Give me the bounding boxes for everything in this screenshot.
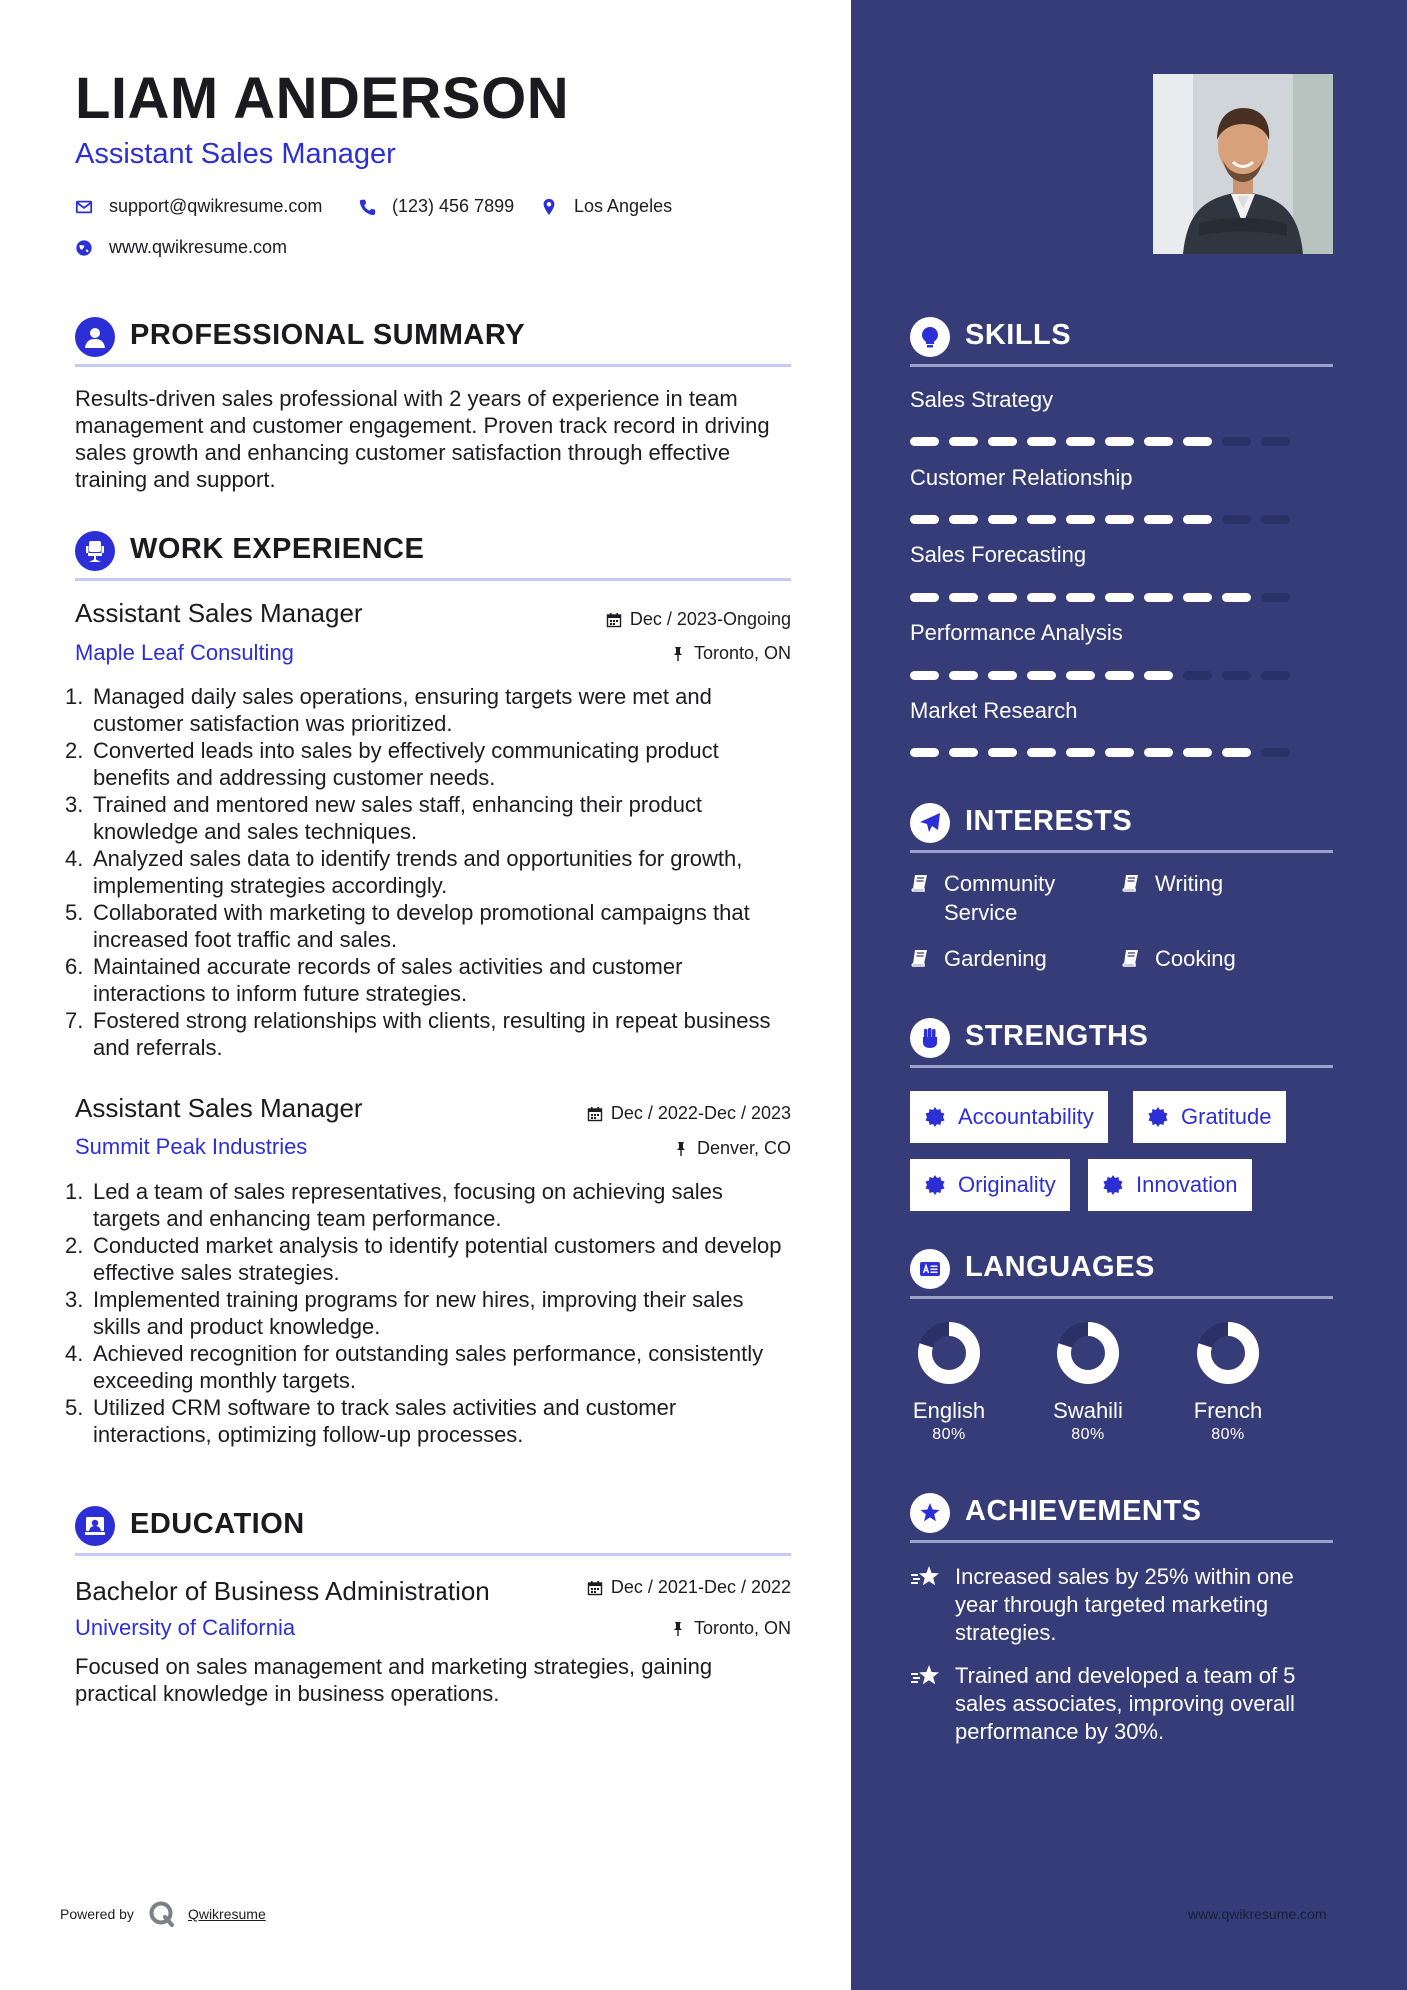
language-name: English — [912, 1398, 986, 1423]
strengths-title: STRENGTHS — [965, 1020, 1149, 1052]
badge-icon — [1147, 1106, 1169, 1128]
strength-chip — [910, 1159, 1070, 1211]
experience-section-header — [75, 529, 791, 581]
strength-label: Originality — [958, 1172, 1056, 1197]
education-section-header — [75, 1504, 791, 1556]
interest-label: Gardening — [944, 946, 1047, 971]
skill-dot — [1222, 748, 1251, 757]
skill-rating — [910, 515, 1300, 525]
interest-item — [1121, 869, 1331, 898]
candidate-role: Assistant Sales Manager — [75, 138, 396, 170]
skill-dot — [910, 748, 939, 757]
envelope-icon — [75, 198, 93, 216]
interest-label: Community Service — [944, 871, 1056, 925]
language-donut — [1195, 1320, 1261, 1386]
list-item: Fostered strong relationships with clients, resulting in repeat business and referrals. — [93, 1008, 771, 1060]
language-item — [1173, 1320, 1283, 1444]
skill-dot — [1066, 437, 1095, 446]
skill-dot — [949, 593, 978, 602]
achievements-title: ACHIEVEMENTS — [965, 1495, 1202, 1527]
skill-dot — [1105, 593, 1134, 602]
education-school: University of California — [75, 1615, 296, 1640]
achievements-section-header — [910, 1491, 1333, 1543]
interests-section-header — [910, 801, 1333, 853]
badge-icon — [1102, 1174, 1124, 1196]
job-2-location — [673, 1138, 791, 1159]
list-item: Utilized CRM software to track sales activities and customer interactions, optimizing follow-up processes. — [93, 1395, 677, 1447]
skill-dot — [1144, 748, 1173, 757]
skill-dot — [1105, 671, 1134, 680]
language-donut — [916, 1320, 982, 1386]
interest-item — [1121, 944, 1331, 973]
summary-section-header — [75, 315, 791, 367]
skill-dot — [1027, 515, 1056, 524]
job-1-location — [670, 643, 791, 664]
skill-dot — [910, 671, 939, 680]
skill-dot — [949, 437, 978, 446]
language-percent: 80% — [1211, 1426, 1245, 1443]
language-donut — [1055, 1320, 1121, 1386]
list-item: Managed daily sales operations, ensuring targets were met and customer satisfaction was prioritized. — [93, 684, 712, 736]
achievement-text: Trained and developed a team of 5 sales associates, improving overall performance by 30%. — [955, 1663, 1296, 1744]
language-name: Swahili — [1053, 1398, 1123, 1423]
list-item: Analyzed sales data to identify trends and opportunities for growth, implementing strategies accordingly. — [93, 846, 743, 898]
skill-rating — [910, 748, 1300, 758]
email-text: support@qwikresume.com — [109, 196, 323, 216]
education-degree: Bachelor of Business Administration — [75, 1576, 490, 1606]
education-dates-text: Dec / 2021-Dec / 2022 — [610, 1577, 791, 1597]
job-1-title: Assistant Sales Manager — [75, 598, 363, 628]
education-text: Focused on sales management and marketing strategies, gaining practical knowledge in business operations. — [75, 1654, 713, 1706]
skill-dot — [1261, 437, 1290, 446]
contact-phone[interactable] — [358, 196, 514, 217]
graduate-icon — [75, 1506, 115, 1546]
pushpin-icon — [670, 646, 686, 662]
list-item: Collaborated with marketing to develop promotional campaigns that increased foot traffic and sales. — [93, 900, 750, 952]
skill-label: Sales Forecasting — [910, 542, 1087, 567]
pushpin-icon — [673, 1141, 689, 1157]
skill-dot — [1183, 515, 1212, 524]
skill-dot — [1144, 671, 1173, 680]
skill-dot — [949, 671, 978, 680]
badge-icon — [924, 1174, 946, 1196]
skill-dot — [988, 748, 1017, 757]
donut-hole — [1076, 1341, 1100, 1365]
contact-email[interactable] — [75, 196, 322, 217]
education-title: EDUCATION — [130, 1508, 305, 1540]
skill-rating — [910, 593, 1300, 603]
skill-dot — [910, 437, 939, 446]
strength-chip — [1133, 1091, 1286, 1143]
translate-icon — [910, 1249, 950, 1289]
list-item: Implemented training programs for new hires, improving their sales skills and product knowledge. — [93, 1287, 744, 1339]
skill-dot — [988, 515, 1017, 524]
achievement-item — [910, 1563, 1335, 1647]
paper-plane-icon — [910, 803, 950, 843]
footer-url[interactable]: www.qwikresume.com — [1188, 1906, 1327, 1922]
donut-hole — [1216, 1341, 1240, 1365]
summary-title: PROFESSIONAL SUMMARY — [130, 319, 526, 351]
job-2-dates-text: Dec / 2022-Dec / 2023 — [610, 1103, 791, 1123]
skill-dot — [949, 515, 978, 524]
skill-rating — [910, 671, 1300, 681]
achievement-item — [910, 1662, 1335, 1746]
pushpin-icon — [670, 1621, 686, 1637]
phone-text: (123) 456 7899 — [392, 196, 515, 216]
book-icon — [1121, 948, 1141, 968]
skill-dot — [1105, 748, 1134, 757]
skill-label: Performance Analysis — [910, 620, 1123, 645]
interest-item — [910, 869, 1100, 927]
job-1-dates-text: Dec / 2023-Ongoing — [629, 609, 791, 629]
interest-label: Writing — [1155, 871, 1224, 896]
skill-dot — [1027, 671, 1056, 680]
job-1-bullets — [65, 683, 795, 1061]
job-2-bullets — [65, 1178, 795, 1448]
qwikresume-link[interactable]: Qwikresume — [187, 1906, 266, 1922]
skill-dot — [1222, 671, 1251, 680]
skill-dot — [1261, 748, 1290, 757]
skill-label: Market Research — [910, 698, 1078, 723]
lightbulb-icon — [910, 317, 950, 357]
languages-title: LANGUAGES — [965, 1251, 1155, 1283]
skill-dot — [1066, 515, 1095, 524]
skill-dot — [1066, 593, 1095, 602]
skill-dot — [1261, 593, 1290, 602]
summary-text: Results-driven sales professional with 2 years of experience in team management and customer engagement. Proven track record in driving sales growth and enhancing customer satisfaction through effective training and support. — [75, 386, 770, 492]
interest-item — [910, 944, 1100, 973]
strength-label: Innovation — [1136, 1172, 1238, 1197]
job-1-company: Maple Leaf Consulting — [75, 640, 294, 665]
skill-dot — [1144, 515, 1173, 524]
skill-dot — [1144, 593, 1173, 602]
skill-dot — [1027, 437, 1056, 446]
education-dates — [587, 1577, 791, 1598]
skill-dot — [949, 748, 978, 757]
language-item — [894, 1320, 1004, 1444]
language-name: French — [1193, 1398, 1263, 1423]
qwikresume-logo-icon — [148, 1900, 176, 1928]
skill-dot — [1183, 437, 1212, 446]
website-text: www.qwikresume.com — [109, 237, 288, 257]
interest-label: Cooking — [1155, 946, 1236, 971]
skill-dot — [988, 671, 1017, 680]
calendar-icon — [587, 1106, 603, 1122]
job-2-dates — [587, 1103, 791, 1124]
phone-icon — [358, 198, 376, 216]
star-icon — [910, 1664, 942, 1690]
strength-chip — [910, 1091, 1108, 1143]
job-1-location-text: Toronto, ON — [693, 643, 791, 663]
list-item: Conducted market analysis to identify potential customers and develop effective sales strategies. — [93, 1233, 782, 1285]
star-icon — [910, 1565, 942, 1591]
skill-dot — [910, 515, 939, 524]
user-icon — [75, 317, 115, 357]
skill-dot — [1261, 515, 1290, 524]
skill-label: Customer Relationship — [910, 465, 1133, 490]
experience-title: WORK EXPERIENCE — [130, 533, 425, 565]
skill-dot — [1183, 671, 1212, 680]
interests-title: INTERESTS — [965, 805, 1133, 837]
contact-website[interactable] — [75, 237, 287, 258]
list-item: Led a team of sales representatives, focusing on achieving sales targets and enhancing team performance. — [93, 1179, 723, 1231]
book-icon — [1121, 873, 1141, 893]
skills-title: SKILLS — [965, 319, 1072, 351]
language-percent: 80% — [1071, 1426, 1105, 1443]
skill-dot — [988, 437, 1017, 446]
skill-label: Sales Strategy — [910, 387, 1054, 412]
job-1-dates — [606, 609, 791, 630]
skills-section-header — [910, 315, 1333, 367]
skill-dot — [1066, 671, 1095, 680]
language-percent: 80% — [932, 1426, 966, 1443]
calendar-icon — [587, 1580, 603, 1596]
globe-icon — [75, 239, 93, 257]
strength-label: Accountability — [958, 1104, 1094, 1129]
skill-dot — [1222, 515, 1251, 524]
location-text: Los Angeles — [574, 196, 673, 216]
raised-fist-icon — [910, 1018, 950, 1058]
candidate-name: LIAM ANDERSON — [75, 66, 570, 131]
donut-hole — [937, 1341, 961, 1365]
job-2-title: Assistant Sales Manager — [75, 1093, 363, 1123]
achievement-text: Increased sales by 25% within one year through targeted marketing strategies. — [955, 1564, 1294, 1645]
powered-by-label: Powered by — [60, 1906, 134, 1922]
skill-dot — [988, 593, 1017, 602]
skill-dot — [1027, 748, 1056, 757]
skill-dot — [910, 593, 939, 602]
language-item — [1033, 1320, 1143, 1444]
skill-dot — [1066, 748, 1095, 757]
badge-icon — [924, 1106, 946, 1128]
skill-dot — [1222, 437, 1251, 446]
strength-label: Gratitude — [1181, 1104, 1272, 1129]
skill-dot — [1105, 437, 1134, 446]
job-2-company: Summit Peak Industries — [75, 1134, 308, 1159]
calendar-icon — [606, 612, 622, 628]
skill-dot — [1183, 748, 1212, 757]
list-item: Achieved recognition for outstanding sales performance, consistently exceeding monthly targets. — [93, 1341, 764, 1393]
profile-photo — [1153, 74, 1333, 254]
contact-location — [540, 196, 672, 217]
book-icon — [910, 873, 930, 893]
languages-section-header — [910, 1247, 1333, 1299]
star-badge-icon — [910, 1493, 950, 1533]
strength-chip — [1088, 1159, 1252, 1211]
strengths-section-header — [910, 1016, 1333, 1068]
list-item: Converted leads into sales by effectively communicating product benefits and addressing customer needs. — [93, 738, 719, 790]
skill-dot — [1105, 515, 1134, 524]
job-2-location-text: Denver, CO — [696, 1138, 791, 1158]
skill-dot — [1222, 593, 1251, 602]
skill-dot — [1261, 671, 1290, 680]
office-chair-icon — [75, 531, 115, 571]
list-item: Trained and mentored new sales staff, enhancing their product knowledge and sales techniques. — [93, 792, 703, 844]
map-pin-icon — [540, 198, 558, 216]
skill-dot — [1144, 437, 1173, 446]
skill-dot — [1183, 593, 1212, 602]
education-location-text: Toronto, ON — [693, 1618, 791, 1638]
powered-by — [60, 1900, 266, 1928]
skill-rating — [910, 437, 1300, 447]
list-item: Maintained accurate records of sales activities and customer interactions to inform future strategies. — [93, 954, 683, 1006]
education-location — [670, 1618, 791, 1639]
skill-dot — [1027, 593, 1056, 602]
book-icon — [910, 948, 930, 968]
